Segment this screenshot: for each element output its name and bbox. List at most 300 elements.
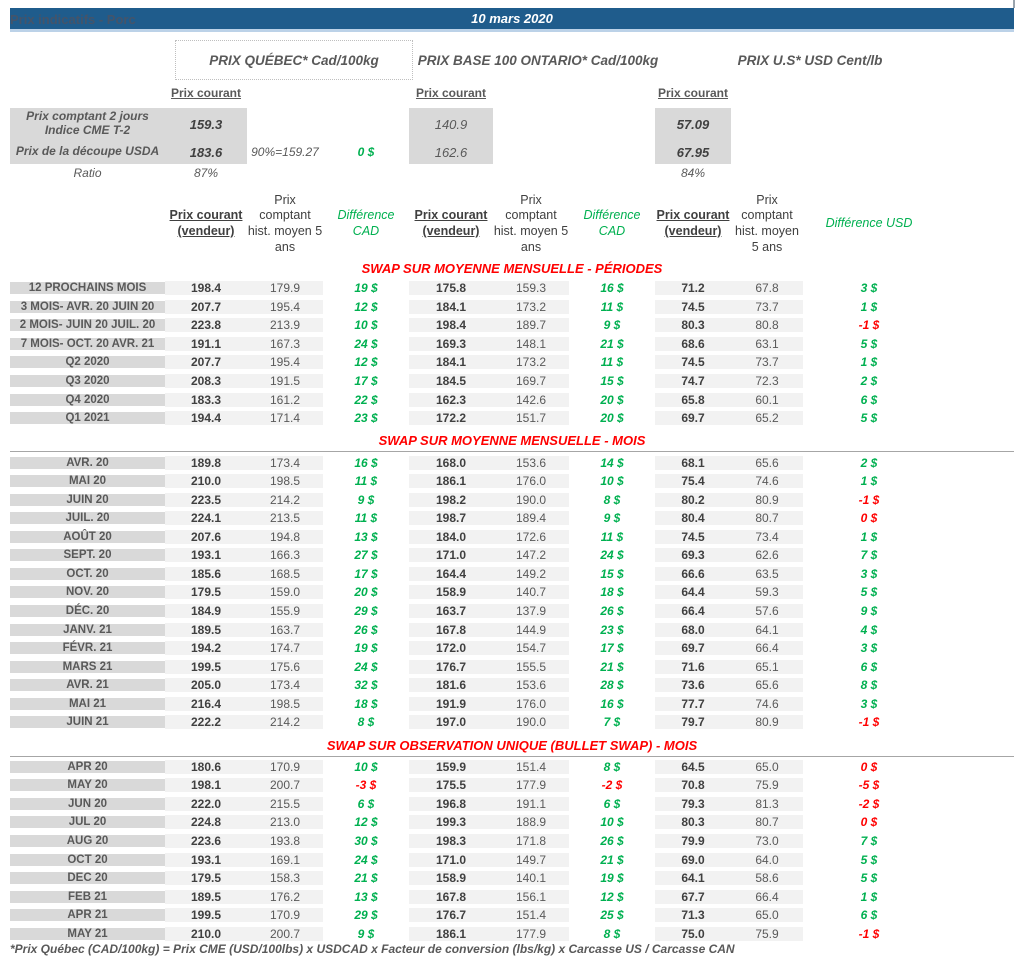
price-current-cell: 224.8 [165, 815, 247, 829]
swap-row [10, 583, 1014, 602]
difference-cell: 8 $ [357, 715, 375, 730]
col-header-us-hist: Prix comptant hist. moyen 5 ans [735, 192, 799, 254]
price-hist-cell: 213.5 [247, 511, 323, 525]
price-hist-cell: 189.7 [493, 318, 569, 332]
difference-cell: 5 $ [860, 336, 878, 351]
price-hist-cell: 80.9 [731, 493, 803, 507]
price-current-cell: 67.7 [655, 890, 731, 904]
swap-row [10, 602, 1014, 621]
price-current-cell: 71.2 [655, 281, 731, 295]
difference-cell: 0 $ [860, 511, 878, 526]
difference-cell: 0 $ [860, 759, 878, 774]
price-hist-cell: 75.9 [731, 927, 803, 941]
difference-cell: 29 $ [354, 604, 378, 619]
section-title: SWAP SUR MOYENNE MENSUELLE - MOIS [378, 433, 646, 449]
difference-cell: 16 $ [600, 281, 624, 296]
difference-cell: 10 $ [354, 759, 378, 774]
difference-cell: 3 $ [860, 566, 878, 581]
difference-cell: -1 $ [858, 492, 880, 507]
quebec-title: PRIX QUÉBEC* Cad/100kg [209, 52, 379, 68]
price-current-cell: 75.0 [655, 927, 731, 941]
price-hist-cell: 151.7 [493, 411, 569, 425]
price-current-cell: 167.8 [409, 623, 493, 637]
prix-courant-label-ontario: Prix courant [415, 86, 487, 100]
section-mensuelle-mois [0, 432, 1024, 731]
swap-row [10, 409, 1024, 428]
price-hist-cell: 62.6 [731, 548, 803, 562]
price-hist-cell: 66.4 [731, 641, 803, 655]
difference-cell: 12 $ [354, 355, 378, 370]
difference-cell: 5 $ [860, 411, 878, 426]
price-hist-cell: 153.6 [493, 456, 569, 470]
difference-cell: 24 $ [354, 852, 378, 867]
price-hist-cell: 140.1 [493, 871, 569, 885]
price-current-cell: 196.8 [409, 797, 493, 811]
swap-row [10, 887, 1014, 906]
difference-cell: 6 $ [357, 796, 375, 811]
price-current-cell: 64.1 [655, 871, 731, 885]
col-header-on-hist: Prix comptant hist. moyen 5 ans [493, 192, 569, 254]
row-label: 3 MOIS- AVR. 20 JUIN 20 [10, 301, 165, 313]
us-title: PRIX U.S* USD Cent/lb [737, 52, 883, 68]
difference-cell: -1 $ [858, 715, 880, 730]
price-current-cell: 185.6 [165, 567, 247, 581]
price-hist-cell: 173.4 [247, 678, 323, 692]
price-hist-cell: 191.5 [247, 374, 323, 388]
price-current-cell: 198.7 [409, 511, 493, 525]
price-current-cell: 179.5 [165, 871, 247, 885]
price-hist-cell: 80.7 [731, 511, 803, 525]
spot-on-cme: 140.9 [409, 108, 493, 140]
price-hist-cell: 153.6 [493, 678, 569, 692]
col-header-diff-usd: Différence USD [825, 216, 913, 231]
difference-cell: 9 $ [357, 926, 375, 941]
swap-row [10, 795, 1014, 814]
swap-row [10, 906, 1014, 925]
price-hist-cell: 65.0 [731, 760, 803, 774]
price-current-cell: 69.7 [655, 641, 731, 655]
price-hist-cell: 213.0 [247, 815, 323, 829]
difference-cell: 26 $ [354, 622, 378, 637]
difference-cell: 17 $ [600, 641, 624, 656]
crop-artifact-line [1013, 0, 1015, 8]
price-current-cell: 68.1 [655, 456, 731, 470]
price-hist-cell: 58.6 [731, 871, 803, 885]
row-label: JUIN 20 [10, 494, 165, 506]
price-current-cell: 168.0 [409, 456, 493, 470]
price-hist-cell: 80.7 [731, 815, 803, 829]
price-hist-cell: 74.6 [731, 697, 803, 711]
price-hist-cell: 73.0 [731, 834, 803, 848]
price-current-cell: 172.0 [409, 641, 493, 655]
swap-row [10, 657, 1014, 676]
price-current-cell: 198.3 [409, 834, 493, 848]
difference-cell: 12 $ [354, 299, 378, 314]
col-header-qc-current: Prix courant (vendeur) [169, 208, 243, 238]
price-current-cell: 71.3 [655, 908, 731, 922]
price-hist-cell: 177.9 [493, 927, 569, 941]
price-current-cell: 199.5 [165, 660, 247, 674]
price-hist-cell: 173.4 [247, 456, 323, 470]
col-header-diff-cad-2: Différence CAD [583, 208, 641, 238]
price-current-cell: 189.5 [165, 623, 247, 637]
price-hist-cell: 154.7 [493, 641, 569, 655]
difference-cell: 16 $ [354, 455, 378, 470]
price-current-cell: 181.6 [409, 678, 493, 692]
price-current-cell: 189.8 [165, 456, 247, 470]
price-hist-cell: 169.7 [493, 374, 569, 388]
row-label: AOÛT 20 [10, 531, 165, 543]
price-hist-cell: 170.9 [247, 908, 323, 922]
price-current-cell: 74.5 [655, 300, 731, 314]
price-hist-cell: 198.5 [247, 474, 323, 488]
price-hist-cell: 172.6 [493, 530, 569, 544]
row-label: FEB 21 [10, 891, 165, 903]
difference-cell: 7 $ [860, 548, 878, 563]
price-current-cell: 193.1 [165, 853, 247, 867]
ratio-label: Ratio [73, 166, 102, 180]
difference-cell: 1 $ [860, 299, 878, 314]
row-label: Q1 2021 [10, 412, 165, 424]
spot-note-90pct: 90%=159.27 [251, 145, 319, 159]
difference-cell: 19 $ [354, 281, 378, 296]
price-hist-cell: 200.7 [247, 778, 323, 792]
price-hist-cell: 167.3 [247, 337, 323, 351]
difference-cell: -1 $ [858, 926, 880, 941]
price-hist-cell: 80.9 [731, 715, 803, 729]
price-hist-cell: 75.9 [731, 778, 803, 792]
difference-cell: -2 $ [601, 778, 623, 793]
price-current-cell: 68.6 [655, 337, 731, 351]
row-label: 7 MOIS- OCT. 20 AVR. 21 [10, 338, 165, 350]
difference-cell: 19 $ [600, 871, 624, 886]
col-header-diff-cad-1: Différence CAD [337, 208, 395, 238]
price-current-cell: 208.3 [165, 374, 247, 388]
difference-cell: 19 $ [354, 641, 378, 656]
price-hist-cell: 194.8 [247, 530, 323, 544]
difference-cell: 13 $ [354, 529, 378, 544]
price-current-cell: 163.7 [409, 604, 493, 618]
difference-cell: 5 $ [860, 852, 878, 867]
price-current-cell: 74.5 [655, 355, 731, 369]
swap-row [10, 758, 1014, 777]
price-hist-cell: 144.9 [493, 623, 569, 637]
spot-row-ratio [10, 164, 1024, 182]
price-current-cell: 80.2 [655, 493, 731, 507]
swap-row [10, 639, 1014, 658]
price-current-cell: 73.6 [655, 678, 731, 692]
price-current-cell: 64.5 [655, 760, 731, 774]
market-group-titles [0, 40, 1024, 80]
difference-cell: 10 $ [600, 474, 624, 489]
price-current-cell: 80.3 [655, 318, 731, 332]
swap-row [10, 372, 1024, 391]
price-hist-cell: 64.0 [731, 853, 803, 867]
price-current-cell: 210.0 [165, 474, 247, 488]
swap-row [10, 509, 1014, 528]
swap-row [10, 620, 1014, 639]
price-hist-cell: 159.3 [493, 281, 569, 295]
price-hist-cell: 215.5 [247, 797, 323, 811]
price-hist-cell: 200.7 [247, 927, 323, 941]
price-hist-cell: 176.0 [493, 697, 569, 711]
price-current-cell: 222.2 [165, 715, 247, 729]
difference-cell: 1 $ [860, 355, 878, 370]
difference-cell: 23 $ [600, 622, 624, 637]
price-current-cell: 80.3 [655, 815, 731, 829]
price-hist-cell: 163.7 [247, 623, 323, 637]
price-hist-cell: 156.1 [493, 890, 569, 904]
price-current-cell: 223.8 [165, 318, 247, 332]
row-label: JUIL. 20 [10, 512, 165, 524]
col-header-qc-hist: Prix comptant hist. moyen 5 ans [247, 192, 323, 254]
spot-us-usda: 67.95 [655, 140, 731, 164]
price-hist-cell: 195.4 [247, 300, 323, 314]
price-current-cell: 164.4 [409, 567, 493, 581]
ratio-us: 84% [680, 166, 706, 180]
price-hist-cell: 66.4 [731, 890, 803, 904]
price-current-cell: 158.9 [409, 585, 493, 599]
difference-cell: 11 $ [600, 355, 624, 370]
swap-row [10, 813, 1014, 832]
price-hist-cell: 149.7 [493, 853, 569, 867]
difference-cell: 8 $ [860, 678, 878, 693]
price-current-cell: 75.4 [655, 474, 731, 488]
price-current-cell: 74.7 [655, 374, 731, 388]
difference-cell: 11 $ [600, 299, 624, 314]
swap-row [10, 925, 1014, 944]
price-hist-cell: 191.1 [493, 797, 569, 811]
price-current-cell: 70.8 [655, 778, 731, 792]
price-hist-cell: 73.7 [731, 300, 803, 314]
row-label: Q3 2020 [10, 375, 165, 387]
row-label: APR 20 [10, 761, 165, 773]
price-current-cell: 79.9 [655, 834, 731, 848]
spot-price-block [0, 108, 1024, 182]
difference-cell: 11 $ [354, 511, 378, 526]
swap-row [10, 279, 1024, 298]
price-hist-cell: 59.3 [731, 585, 803, 599]
price-hist-cell: 65.1 [731, 660, 803, 674]
price-current-cell: 69.7 [655, 411, 731, 425]
price-current-cell: 179.5 [165, 585, 247, 599]
swap-row [10, 776, 1014, 795]
price-hist-cell: 137.9 [493, 604, 569, 618]
price-current-cell: 79.7 [655, 715, 731, 729]
price-hist-cell: 155.9 [247, 604, 323, 618]
difference-cell: 13 $ [354, 889, 378, 904]
price-current-cell: 175.5 [409, 778, 493, 792]
price-hist-cell: 198.5 [247, 697, 323, 711]
difference-cell: 9 $ [603, 511, 621, 526]
row-label: DEC 20 [10, 872, 165, 884]
swap-row [10, 453, 1014, 472]
price-current-cell: 167.8 [409, 890, 493, 904]
col-header-us-current: Prix courant (vendeur) [656, 208, 730, 238]
difference-cell: 21 $ [600, 659, 624, 674]
row-label: MAI 21 [10, 698, 165, 710]
difference-cell: 0 $ [860, 815, 878, 830]
price-current-cell: 180.6 [165, 760, 247, 774]
price-current-cell: 184.1 [409, 300, 493, 314]
col-header-on-current: Prix courant (vendeur) [414, 208, 488, 238]
difference-cell: 32 $ [354, 678, 378, 693]
price-hist-cell: 65.6 [731, 678, 803, 692]
row-label: SEPT. 20 [10, 549, 165, 561]
price-current-cell: 66.4 [655, 604, 731, 618]
row-label: APR 21 [10, 909, 165, 921]
difference-cell: 20 $ [600, 392, 624, 407]
price-hist-cell: 195.4 [247, 355, 323, 369]
swap-row [10, 676, 1014, 695]
difference-cell: 24 $ [600, 548, 624, 563]
difference-cell: 6 $ [860, 908, 878, 923]
price-current-cell: 183.3 [165, 393, 247, 407]
difference-cell: 14 $ [600, 455, 624, 470]
difference-cell: 27 $ [354, 548, 378, 563]
price-hist-cell: 60.1 [731, 393, 803, 407]
report-date: 10 mars 2020 [471, 11, 553, 26]
price-hist-cell: 166.3 [247, 548, 323, 562]
difference-cell: -5 $ [858, 778, 880, 793]
row-label: MAI 20 [10, 475, 165, 487]
price-hist-cell: 67.8 [731, 281, 803, 295]
price-hist-cell: 193.8 [247, 834, 323, 848]
row-label: OCT 20 [10, 854, 165, 866]
difference-cell: 1 $ [860, 474, 878, 489]
difference-cell: 2 $ [860, 455, 878, 470]
difference-cell: 20 $ [600, 411, 624, 426]
row-label: MAY 20 [10, 779, 165, 791]
price-current-cell: 199.5 [165, 908, 247, 922]
price-hist-cell: 190.0 [493, 715, 569, 729]
price-current-cell: 210.0 [165, 927, 247, 941]
swap-row [10, 298, 1024, 317]
difference-cell: -3 $ [355, 778, 377, 793]
footnote: *Prix Québec (CAD/100kg) = Prix CME (USD/100lbs) x USDCAD x Facteur de conversion (lbs/kg) x Carcasse US / Carcasse CAN [10, 942, 735, 956]
price-hist-cell: 65.0 [731, 908, 803, 922]
row-label: MAY 21 [10, 928, 165, 940]
row-label: Q2 2020 [10, 356, 165, 368]
price-hist-cell: 73.4 [731, 530, 803, 544]
price-current-cell: 223.6 [165, 834, 247, 848]
price-current-cell: 158.9 [409, 871, 493, 885]
difference-cell: 11 $ [600, 529, 624, 544]
section-rows [10, 756, 1014, 943]
row-label: FÉVR. 21 [10, 642, 165, 654]
swap-row [10, 528, 1014, 547]
difference-cell: 6 $ [860, 659, 878, 674]
difference-cell: 8 $ [603, 926, 621, 941]
difference-cell: 21 $ [600, 336, 624, 351]
price-hist-cell: 140.7 [493, 585, 569, 599]
difference-cell: 2 $ [860, 374, 878, 388]
price-current-cell: 172.2 [409, 411, 493, 425]
swap-row [10, 390, 1024, 409]
difference-cell: 15 $ [600, 566, 624, 581]
section-rows [10, 451, 1014, 731]
difference-cell: -1 $ [858, 318, 880, 333]
difference-cell: 26 $ [600, 834, 624, 849]
difference-cell: 12 $ [354, 815, 378, 830]
difference-cell: 3 $ [860, 641, 878, 656]
price-current-cell: 64.4 [655, 585, 731, 599]
difference-cell: 12 $ [600, 889, 624, 904]
row-label: JUL 20 [10, 816, 165, 828]
swap-row [10, 694, 1014, 713]
price-current-cell: 171.0 [409, 548, 493, 562]
row-label: 12 PROCHAINS MOIS [10, 282, 165, 294]
difference-cell: 5 $ [860, 585, 878, 600]
price-hist-cell: 171.4 [247, 411, 323, 425]
difference-cell: 16 $ [600, 696, 624, 711]
row-label: JUIN 21 [10, 716, 165, 728]
row-label: AUG 20 [10, 835, 165, 847]
price-hist-cell: 63.1 [731, 337, 803, 351]
price-current-cell: 184.5 [409, 374, 493, 388]
difference-cell: 8 $ [603, 492, 621, 507]
difference-cell: 6 $ [860, 392, 878, 407]
difference-cell: 29 $ [354, 908, 378, 923]
difference-cell: 24 $ [354, 659, 378, 674]
price-current-cell: 175.8 [409, 281, 493, 295]
difference-cell: 21 $ [600, 852, 624, 867]
ontario-title-box [413, 40, 663, 80]
price-current-cell: 216.4 [165, 697, 247, 711]
price-hist-cell: 155.5 [493, 660, 569, 674]
prix-courant-row [0, 86, 1024, 100]
difference-cell: 26 $ [600, 604, 624, 619]
price-current-cell: 194.2 [165, 641, 247, 655]
difference-cell: 10 $ [354, 318, 378, 333]
price-hist-cell: 72.3 [731, 374, 803, 388]
date-banner [10, 8, 1014, 32]
price-hist-cell: 175.6 [247, 660, 323, 674]
row-label: AVR. 20 [10, 457, 165, 469]
difference-cell: 7 $ [860, 834, 878, 849]
swap-row [10, 472, 1014, 491]
swap-row [10, 353, 1024, 372]
spot-qc-cme: 159.3 [165, 108, 247, 140]
price-current-cell: 198.4 [165, 281, 247, 295]
spot-label-usda: Prix de la découpe USDA [10, 140, 165, 164]
swap-row [10, 832, 1014, 851]
row-label: OCT. 20 [10, 568, 165, 580]
price-hist-cell: 213.9 [247, 318, 323, 332]
price-current-cell: 65.8 [655, 393, 731, 407]
price-current-cell: 207.7 [165, 300, 247, 314]
price-hist-cell: 176.2 [247, 890, 323, 904]
price-current-cell: 171.0 [409, 853, 493, 867]
price-hist-cell: 173.2 [493, 300, 569, 314]
difference-cell: 17 $ [354, 566, 378, 581]
difference-cell: -2 $ [858, 796, 880, 811]
price-hist-cell: 57.6 [731, 604, 803, 618]
difference-cell: 21 $ [354, 871, 378, 886]
row-label: MARS 21 [10, 661, 165, 673]
price-hist-cell: 190.0 [493, 493, 569, 507]
difference-cell: 17 $ [354, 374, 378, 388]
difference-cell: 1 $ [860, 889, 878, 904]
difference-cell: 8 $ [603, 759, 621, 774]
spot-diff-zero: 0 $ [357, 145, 375, 159]
difference-cell: 18 $ [354, 696, 378, 711]
price-hist-cell: 73.7 [731, 355, 803, 369]
difference-cell: 15 $ [600, 374, 624, 388]
spot-row-cme [10, 108, 1024, 140]
difference-cell: 5 $ [860, 871, 878, 886]
difference-cell: 4 $ [860, 622, 878, 637]
